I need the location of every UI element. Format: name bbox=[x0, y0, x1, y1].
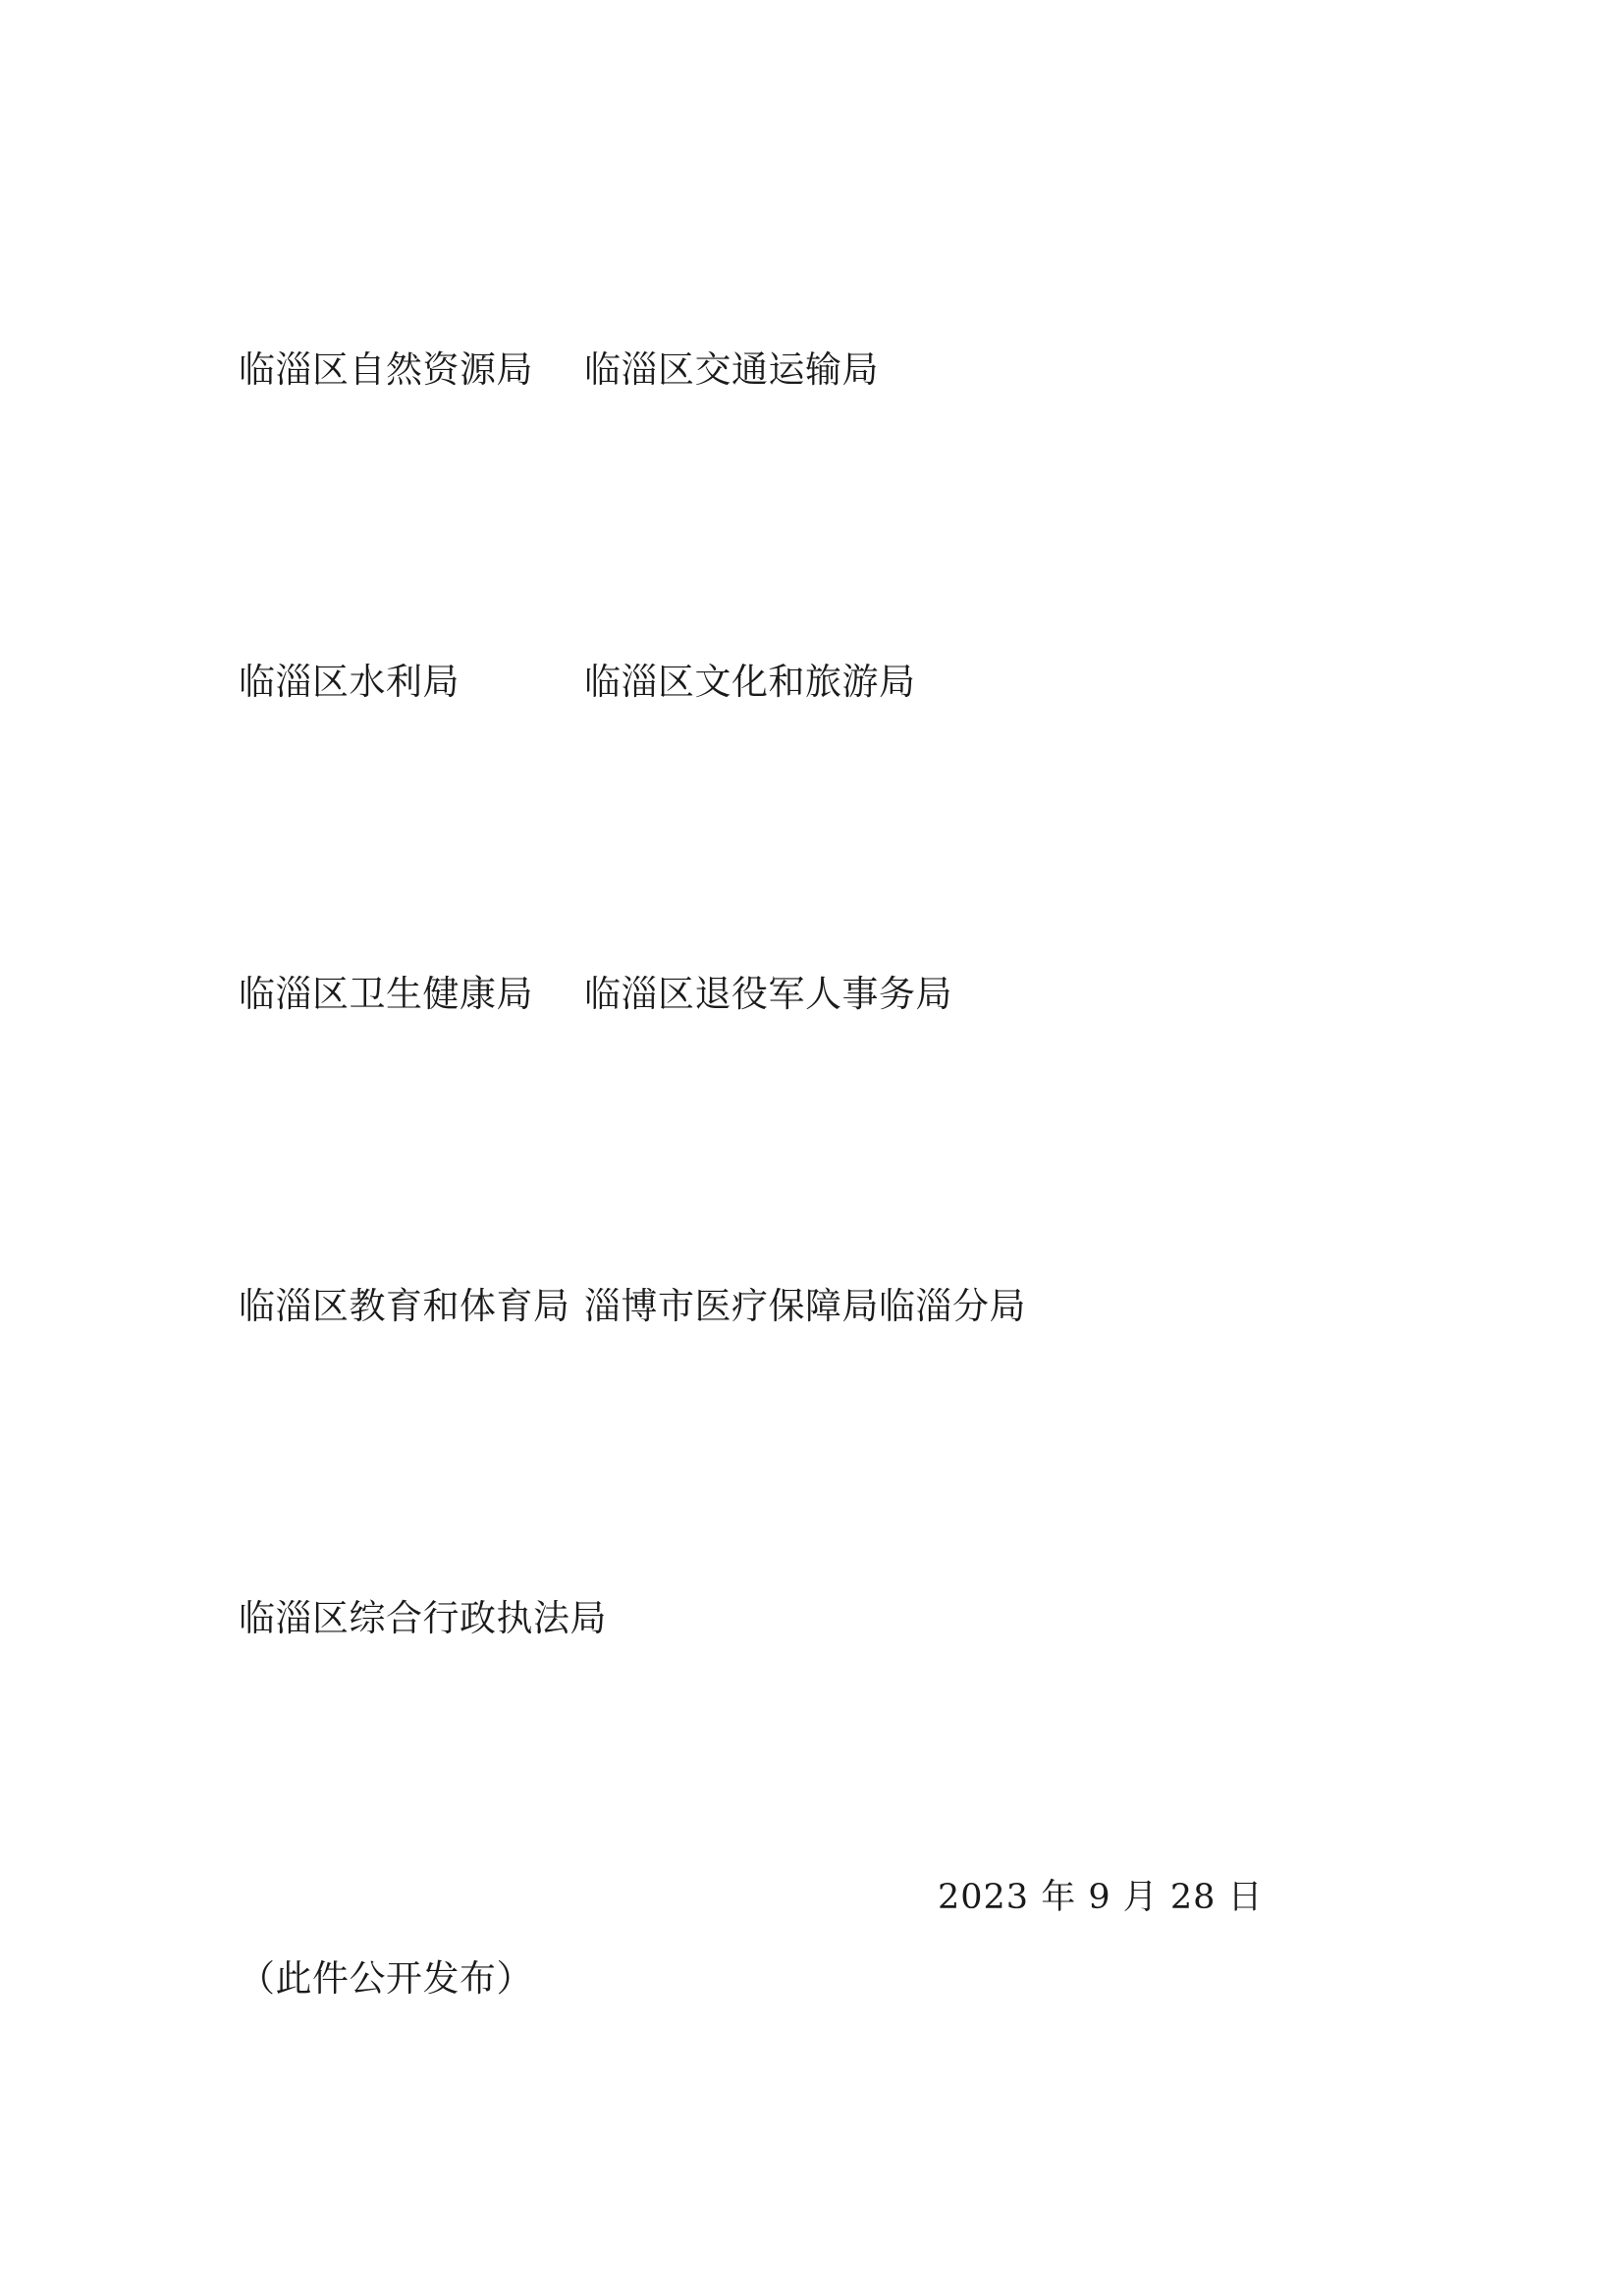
department-name: 淄博市医疗保障局临淄分局 bbox=[584, 1285, 1026, 1327]
department-row bbox=[239, 973, 1397, 1285]
department-row bbox=[239, 661, 1397, 973]
department-name: 临淄区文化和旅游局 bbox=[584, 661, 916, 703]
department-name: 临淄区综合行政执法局 bbox=[239, 1597, 607, 1639]
issue-date: 2023 年 9 月 28 日 bbox=[938, 1878, 1264, 1917]
department-name: 临淄区卫生健康局 bbox=[239, 973, 533, 1015]
department-name: 临淄区教育和体育局 bbox=[239, 1285, 570, 1327]
issuing-departments-block bbox=[239, 348, 1397, 1640]
department-row bbox=[239, 1285, 1397, 1597]
publish-note: （此件公开发布） bbox=[239, 1957, 533, 2000]
department-row bbox=[239, 1597, 1397, 1640]
department-row bbox=[239, 348, 1397, 661]
department-name: 临淄区自然资源局 bbox=[239, 348, 533, 391]
department-name: 临淄区退役军人事务局 bbox=[584, 973, 952, 1015]
department-name: 临淄区水利局 bbox=[239, 661, 460, 703]
department-name: 临淄区交通运输局 bbox=[584, 348, 879, 391]
